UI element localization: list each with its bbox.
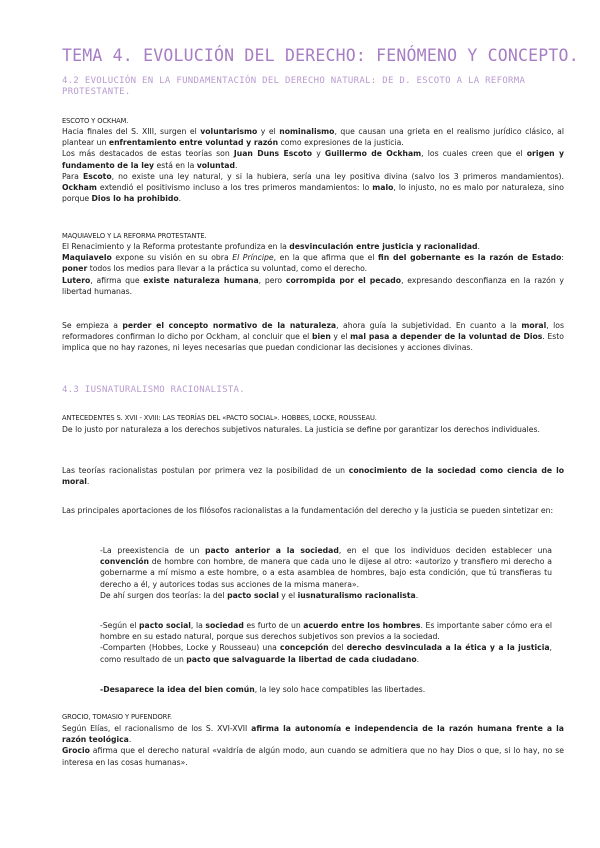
- bullet-pacto-anterior: -La preexistencia de un pacto anterior a la sociedad, en el que los individuos deciden establecer una convención de hombre con hombre, de manera que cada uno le dijese al otro: «autorizo y transfiero mi derecho a gobernarme a mí mismo a este hombre, o a esta asamblea de hombres, bajo esta condición, que tú transfieras tu derecho a él, y autorices todas sus acciones de la misma manera». De ahí surgen dos teorías: la del pacto social y el iusnaturalismo racionalista.: [100, 546, 552, 600]
- grocio-paragraphs: [62, 723, 564, 768]
- grocio-p2: Grocio afirma que el derecho natural «valdría de algún modo, aun cuando se admitiera que no hay Dios o que, si lo hay, no se interesa en las cosas humanas».: [62, 746, 564, 767]
- escoto-p3: Para Escoto, no existe una ley natural, y si la hubiera, sería una ley positiva divina (salvo los 3 primeros mandamientos). Ockham extendió el positivismo incluso a los tres primeros mandamientos: lo malo, lo injusto, no es malo por naturaleza, sino porque Dios lo ha prohibido.: [62, 171, 564, 204]
- maquiavelo-p3: Lutero, afirma que existe naturaleza humana, pero corrompida por el pecado, expresando desconfianza en la razón y libertad humanas.: [62, 275, 564, 296]
- antecedentes-p1: De lo justo por naturaleza a los derechos subjetivos naturales. La justicia se define por garantizar los derechos individuales.: [62, 425, 540, 434]
- bullet-bien-comun: -Desaparece la idea del bien común, la ley solo hace compatibles las libertades.: [100, 685, 426, 694]
- section-4-2-heading-line2: PROTESTANTE.: [62, 87, 131, 97]
- antecedentes-p3: Las principales aportaciones de los filósofos racionalistas a la fundamentación del derecho y la justicia se pueden sintetizar en:: [62, 506, 554, 515]
- subsection-escoto-label: ESCOTO Y OCKHAM.: [62, 117, 129, 125]
- bullet-pacto-social: -Según el pacto social, la sociedad es furto de un acuerdo entre los hombres. Es importante saber cómo era el hombre en su estado natural, porque sus derechos subjetivos son previos a la sociedad. -Comparten (Hobbes, Locke y Rousseau) una concepción del derecho desvinculada a la ética y a la justicia, como resultado de un pacto que salvaguarde la libertad de cada ciudadano.: [100, 621, 552, 664]
- section-4-3-heading: 4.3 IUSNATURALISMO RACIONALISTA.: [62, 385, 245, 395]
- escoto-paragraphs: [62, 126, 564, 204]
- subsection-grocio-label: GROCIO, TOMASIO Y PUFENDORF.: [62, 713, 172, 721]
- subsection-maquiavelo-label: MAQUIAVELO Y LA REFORMA PROTESTANTE.: [62, 232, 207, 240]
- page-title: TEMA 4. EVOLUCIÓN DEL DERECHO: FENÓMENO Y CONCEPTO.: [62, 46, 579, 65]
- maquiavelo-p1: El Renacimiento y la Reforma protestante profundiza en la desvinculación entre justicia y racionalidad.: [62, 242, 480, 251]
- reformadores-paragraph: Se empieza a perder el concepto normativo de la naturaleza, ahora guía la subjetividad. En cuanto a la moral, los reformadores confirman lo dicho por Ockham, al concluir que el bien y el mal pasa a depender de la voluntad de Dios. Esto implica que no hay razones, ni leyes necesarias que puedan condicionar las decisiones y acciones divinas.: [62, 321, 565, 353]
- subsection-antecedentes-label: ANTECEDENTES S. XVII - XVIII: LAS TEORÍAS DEL «PACTO SOCIAL». HOBBES, LOCKE, ROUSSEAU.: [62, 414, 377, 422]
- escoto-p1: Hacia finales del S. XIII, surgen el voluntarismo y el nominalismo, que causan una grieta en el realismo jurídico clásico, al plantear un enfrentamiento entre voluntad y razón como expresiones de la justicia.: [62, 127, 565, 148]
- grocio-p1: Según Elías, el racionalismo de los S. XVI-XVII afirma la autonomía e independencia de la razón humana frente a la razón teológica.: [62, 724, 564, 745]
- maquiavelo-paragraphs: [62, 241, 564, 297]
- section-4-2-heading-line1: 4.2 EVOLUCIÓN EN LA FUNDAMENTACIÓN DEL DERECHO NATURAL: DE D. ESCOTO A LA REFORMA: [62, 76, 526, 86]
- maquiavelo-p2: Maquiavelo expone su visión en su obra El Príncipe, en la que afirma que el fin del gobernante es la razón de Estado: poner todos los medios para llevar a la práctica su voluntad, como el derecho.: [62, 253, 565, 274]
- section-4-2-heading: [62, 76, 564, 98]
- escoto-p2: Los más destacados de estas teorías son Juan Duns Escoto y Guillermo de Ockham, los cuales creen que el origen y fundamento de la ley está en la voluntad.: [62, 149, 565, 170]
- antecedentes-p2: Las teorías racionalistas postulan por primera vez la posibilidad de un conocimiento de la sociedad como ciencia de lo moral.: [62, 466, 564, 487]
